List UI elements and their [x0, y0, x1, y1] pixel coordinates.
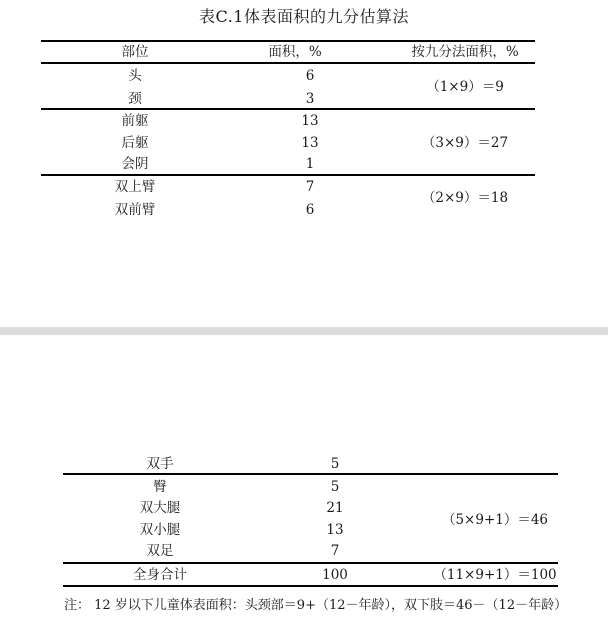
group-nine-rule: （1×9）＝9: [426, 79, 504, 95]
group-rule: [63, 473, 558, 475]
row-part: 双手: [146, 456, 174, 472]
row-area: 7: [330, 543, 340, 559]
row-part: 会阴: [121, 156, 149, 172]
row-part: 双小腿: [139, 522, 181, 538]
document-page-2: [0, 335, 608, 617]
row-part: 臀: [153, 479, 167, 495]
header-area: 面积，%: [268, 44, 322, 60]
header-rule: [41, 62, 535, 64]
row-area: 6: [305, 202, 315, 218]
total-part: 全身合计: [133, 567, 187, 583]
row-part: 双上臂: [114, 179, 156, 195]
table-title: 表C.1体表面积的九分估算法: [199, 7, 409, 26]
group-rule: [41, 174, 535, 176]
row-area: 21: [326, 500, 344, 516]
row-area: 5: [330, 456, 340, 472]
total-area: 100: [322, 567, 348, 583]
row-part: 双前臂: [114, 202, 156, 218]
page-divider: [0, 327, 608, 335]
row-area: 3: [305, 91, 315, 107]
row-part: 双大腿: [139, 500, 181, 516]
group-nine-rule: （5×9+1）＝46: [441, 512, 549, 528]
group-rule: [63, 562, 558, 564]
row-area: 7: [305, 179, 315, 195]
row-area: 5: [330, 479, 340, 495]
row-area: 13: [326, 522, 344, 538]
total-nine-rule: （11×9+1）＝100: [433, 567, 557, 583]
header-part: 部位: [121, 44, 149, 60]
row-area: 13: [301, 113, 319, 129]
table-top-rule: [41, 40, 535, 42]
row-part: 后躯: [121, 135, 149, 151]
group-nine-rule: （3×9）＝27: [421, 135, 509, 151]
row-area: 13: [301, 135, 319, 151]
row-area: 6: [305, 68, 315, 84]
group-rule: [41, 108, 535, 110]
row-part: 双足: [146, 543, 174, 559]
table-bottom-rule: [63, 585, 558, 587]
table-note: 注： 12 岁以下儿童体表面积：头颈部＝9+（12－年龄），双下肢＝46－（12－年龄）: [64, 598, 568, 613]
row-part: 颈: [128, 91, 142, 107]
row-part: 前躯: [121, 113, 149, 129]
row-area: 1: [305, 156, 315, 172]
row-part: 头: [128, 68, 142, 84]
group-nine-rule: （2×9）＝18: [421, 190, 509, 206]
header-nine-rule: 按九分法面积，%: [411, 44, 519, 60]
